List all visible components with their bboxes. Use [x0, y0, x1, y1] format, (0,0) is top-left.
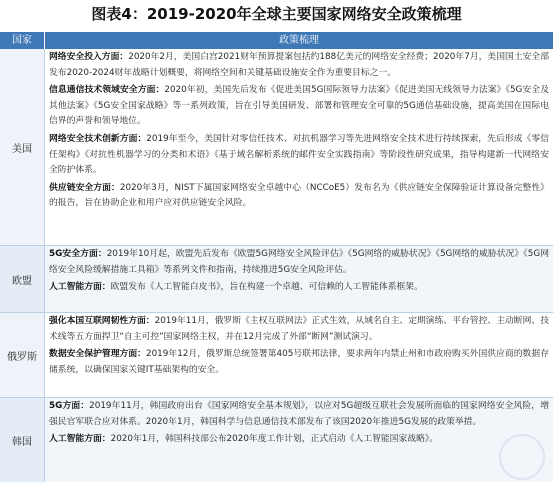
table-row-korea — [0, 398, 553, 482]
policy-item — [49, 399, 549, 430]
policy-item — [49, 83, 549, 130]
policy-label: 强化本国互联网韧性方面： — [49, 316, 155, 326]
policy-label: 5G方面： — [49, 401, 90, 411]
policy-text: 2019年10月起，欧盟先后发布《欧盟5G网络安全风险评估》《5G网络的威胁状况》《5G网络的威胁状况》《5G网络安全风险缓解措施工具箱》等系列文件和指南，持续推进5G安全风险评估。 — [49, 249, 549, 275]
policy-cell — [45, 313, 553, 397]
policy-label: 供应链安全方面： — [49, 182, 120, 193]
policy-cell — [45, 246, 553, 312]
policy-text: 2019年至今，美国针对零信任技术、对抗机器学习等先进网络安全技术进行持续探索，先后形成《零信任架构》《对抗性机器学习的分类和术语》《基于域名解析系统的邮件安全实践指南》等阶段性研究成果，指导构建新一代网络安全防护体系。 — [49, 133, 549, 176]
policy-item — [49, 280, 549, 296]
country-cell: 欧盟 — [0, 246, 45, 312]
policy-table — [0, 32, 553, 484]
country-cell: 俄罗斯 — [0, 313, 45, 397]
policy-text: 2020年2月，美国白宫2021财年预算提案包括约188亿美元的网络安全经费；2020年7月，美国国土安全部发布2020-2024财年战略计划概要，将网络空间和关键基础设施安全作为重要目标之一。 — [49, 52, 549, 78]
table-row-russia — [0, 313, 553, 398]
figure-title: 图表4：2019-2020年全球主要国家网络安全政策梳理 — [91, 5, 462, 23]
policy-label: 人工智能方面： — [49, 282, 111, 293]
policy-cell — [45, 398, 553, 482]
table-header — [0, 32, 553, 49]
policy-text: 2019年11月，韩国政府出台《国家网络安全基本规划》，以应对5G超级互联社会发展所面临的国家网络安全风险，增强民官军联合应对体系。2020年1月，韩国科学与信息通信技术部发布了该国2020年推进5G发展的政策举措。 — [49, 401, 549, 427]
policy-label: 人工智能方面： — [49, 434, 111, 445]
country-cell: 韩国 — [0, 398, 45, 482]
policy-item — [49, 432, 549, 448]
policy-item — [49, 181, 549, 212]
header-country: 国家 — [0, 32, 45, 49]
table-row-eu — [0, 246, 553, 313]
policy-item — [49, 314, 549, 345]
policy-cell — [45, 49, 553, 245]
policy-text: 2020年3月，NIST下属国家网络安全卓越中心（NCCoE5）发布名为《供应链安全保障验证计算设备完整性》的报告，旨在协助企业和用户应对供应链安全风险。 — [49, 182, 549, 209]
policy-text: 2019年12月，俄罗斯总统签署第405号联邦法律，要求两年内禁止州和市政府购买外国供应商的数据存储系统，以确保国家关键IT基础架构的安全。 — [49, 349, 549, 375]
policy-label: 信息通信技术领域安全方面： — [49, 85, 165, 96]
watermark-logo-icon — [499, 434, 545, 480]
policy-item — [49, 347, 549, 378]
policy-item — [49, 247, 549, 278]
policy-item — [49, 50, 549, 81]
header-policy: 政策梳理 — [279, 35, 319, 46]
policy-text: 2020年初，美国先后发布《促进美国5G国际领导力法案》《促进美国无线领导力法案》《5G安全及其他法案》《5G安全国家战略》等一系列政策，旨在引导美国研发、部署和管理安全可靠的5G通信基础设施，提高美国在国际电信界的声誉和领导地位。 — [49, 85, 549, 127]
policy-label: 网络安全投入方面： — [49, 52, 129, 62]
policy-item — [49, 132, 549, 179]
country-cell: 美国 — [0, 49, 45, 245]
policy-label: 网络安全技术创新方面： — [49, 133, 147, 144]
policy-label: 数据安全保护管理方面： — [49, 349, 146, 360]
table-row-usa — [0, 49, 553, 246]
policy-label: 5G安全方面： — [49, 249, 107, 259]
policy-text: 2020年1月，韩国科技部公布2020年度工作计划，正式启动《人工智能国家战略》。 — [110, 434, 439, 445]
policy-text: 2019年11月，俄罗斯《主权互联网法》正式生效，从域名自主、定期演练、平台管控、主动断网、技术线等五方面捍卫“自主可控”国家网络主权，并在12月完成了外部“断网”测试演习。 — [49, 316, 549, 342]
policy-text: 欧盟发布《人工智能白皮书》，旨在构建一个卓越、可信赖的人工智能体系框架。 — [110, 282, 423, 293]
